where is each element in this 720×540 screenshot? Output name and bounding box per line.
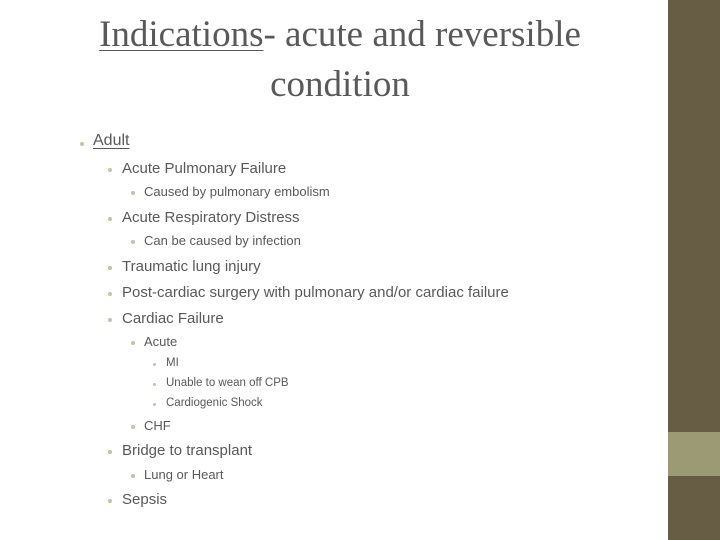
sidebar-divider xyxy=(666,0,668,540)
title-line-2: condition xyxy=(270,64,410,105)
list-item: Acute Pulmonary Failure xyxy=(122,160,287,177)
bullet-icon xyxy=(131,341,135,345)
list-item: CHF xyxy=(144,418,171,433)
bullet-icon xyxy=(108,450,112,454)
bullet-icon xyxy=(153,403,156,406)
list-item: MI xyxy=(166,357,179,369)
bullet-icon xyxy=(108,292,112,296)
bullet-icon xyxy=(153,383,156,386)
list-item: Bridge to transplant xyxy=(122,442,253,459)
list-item: Sepsis xyxy=(122,491,168,508)
list-item: Unable to wean off CPB xyxy=(166,377,289,389)
list-item: Caused by pulmonary embolism xyxy=(144,184,330,199)
bullet-icon xyxy=(153,363,156,366)
list-item: Cardiac Failure xyxy=(122,310,224,327)
slide-title xyxy=(20,10,660,110)
sidebar-accent-block xyxy=(666,432,720,476)
bullet-icon xyxy=(80,142,84,146)
bullet-icon xyxy=(131,474,135,478)
bullet-icon xyxy=(131,240,135,244)
bullet-icon xyxy=(108,318,112,322)
list-item-adult: Adult xyxy=(93,132,130,149)
title-underlined-word: Indications xyxy=(99,14,264,55)
bullet-icon xyxy=(108,499,112,503)
list-item: Post-cardiac surgery with pulmonary and/or cardiac failure xyxy=(122,284,509,301)
list-item: Acute Respiratory Distress xyxy=(122,209,300,226)
list-item: Cardiogenic Shock xyxy=(166,397,263,409)
bullet-icon xyxy=(108,217,112,221)
bullet-icon xyxy=(108,168,112,172)
bullet-icon xyxy=(131,191,135,195)
bullet-icon xyxy=(108,266,112,270)
list-item: Acute xyxy=(144,334,178,349)
bullet-icon xyxy=(131,425,135,429)
list-item: Lung or Heart xyxy=(144,467,224,482)
title-rest: - acute and reversible xyxy=(263,14,581,55)
list-item: Can be caused by infection xyxy=(144,233,301,248)
list-item: Traumatic lung injury xyxy=(122,258,261,275)
